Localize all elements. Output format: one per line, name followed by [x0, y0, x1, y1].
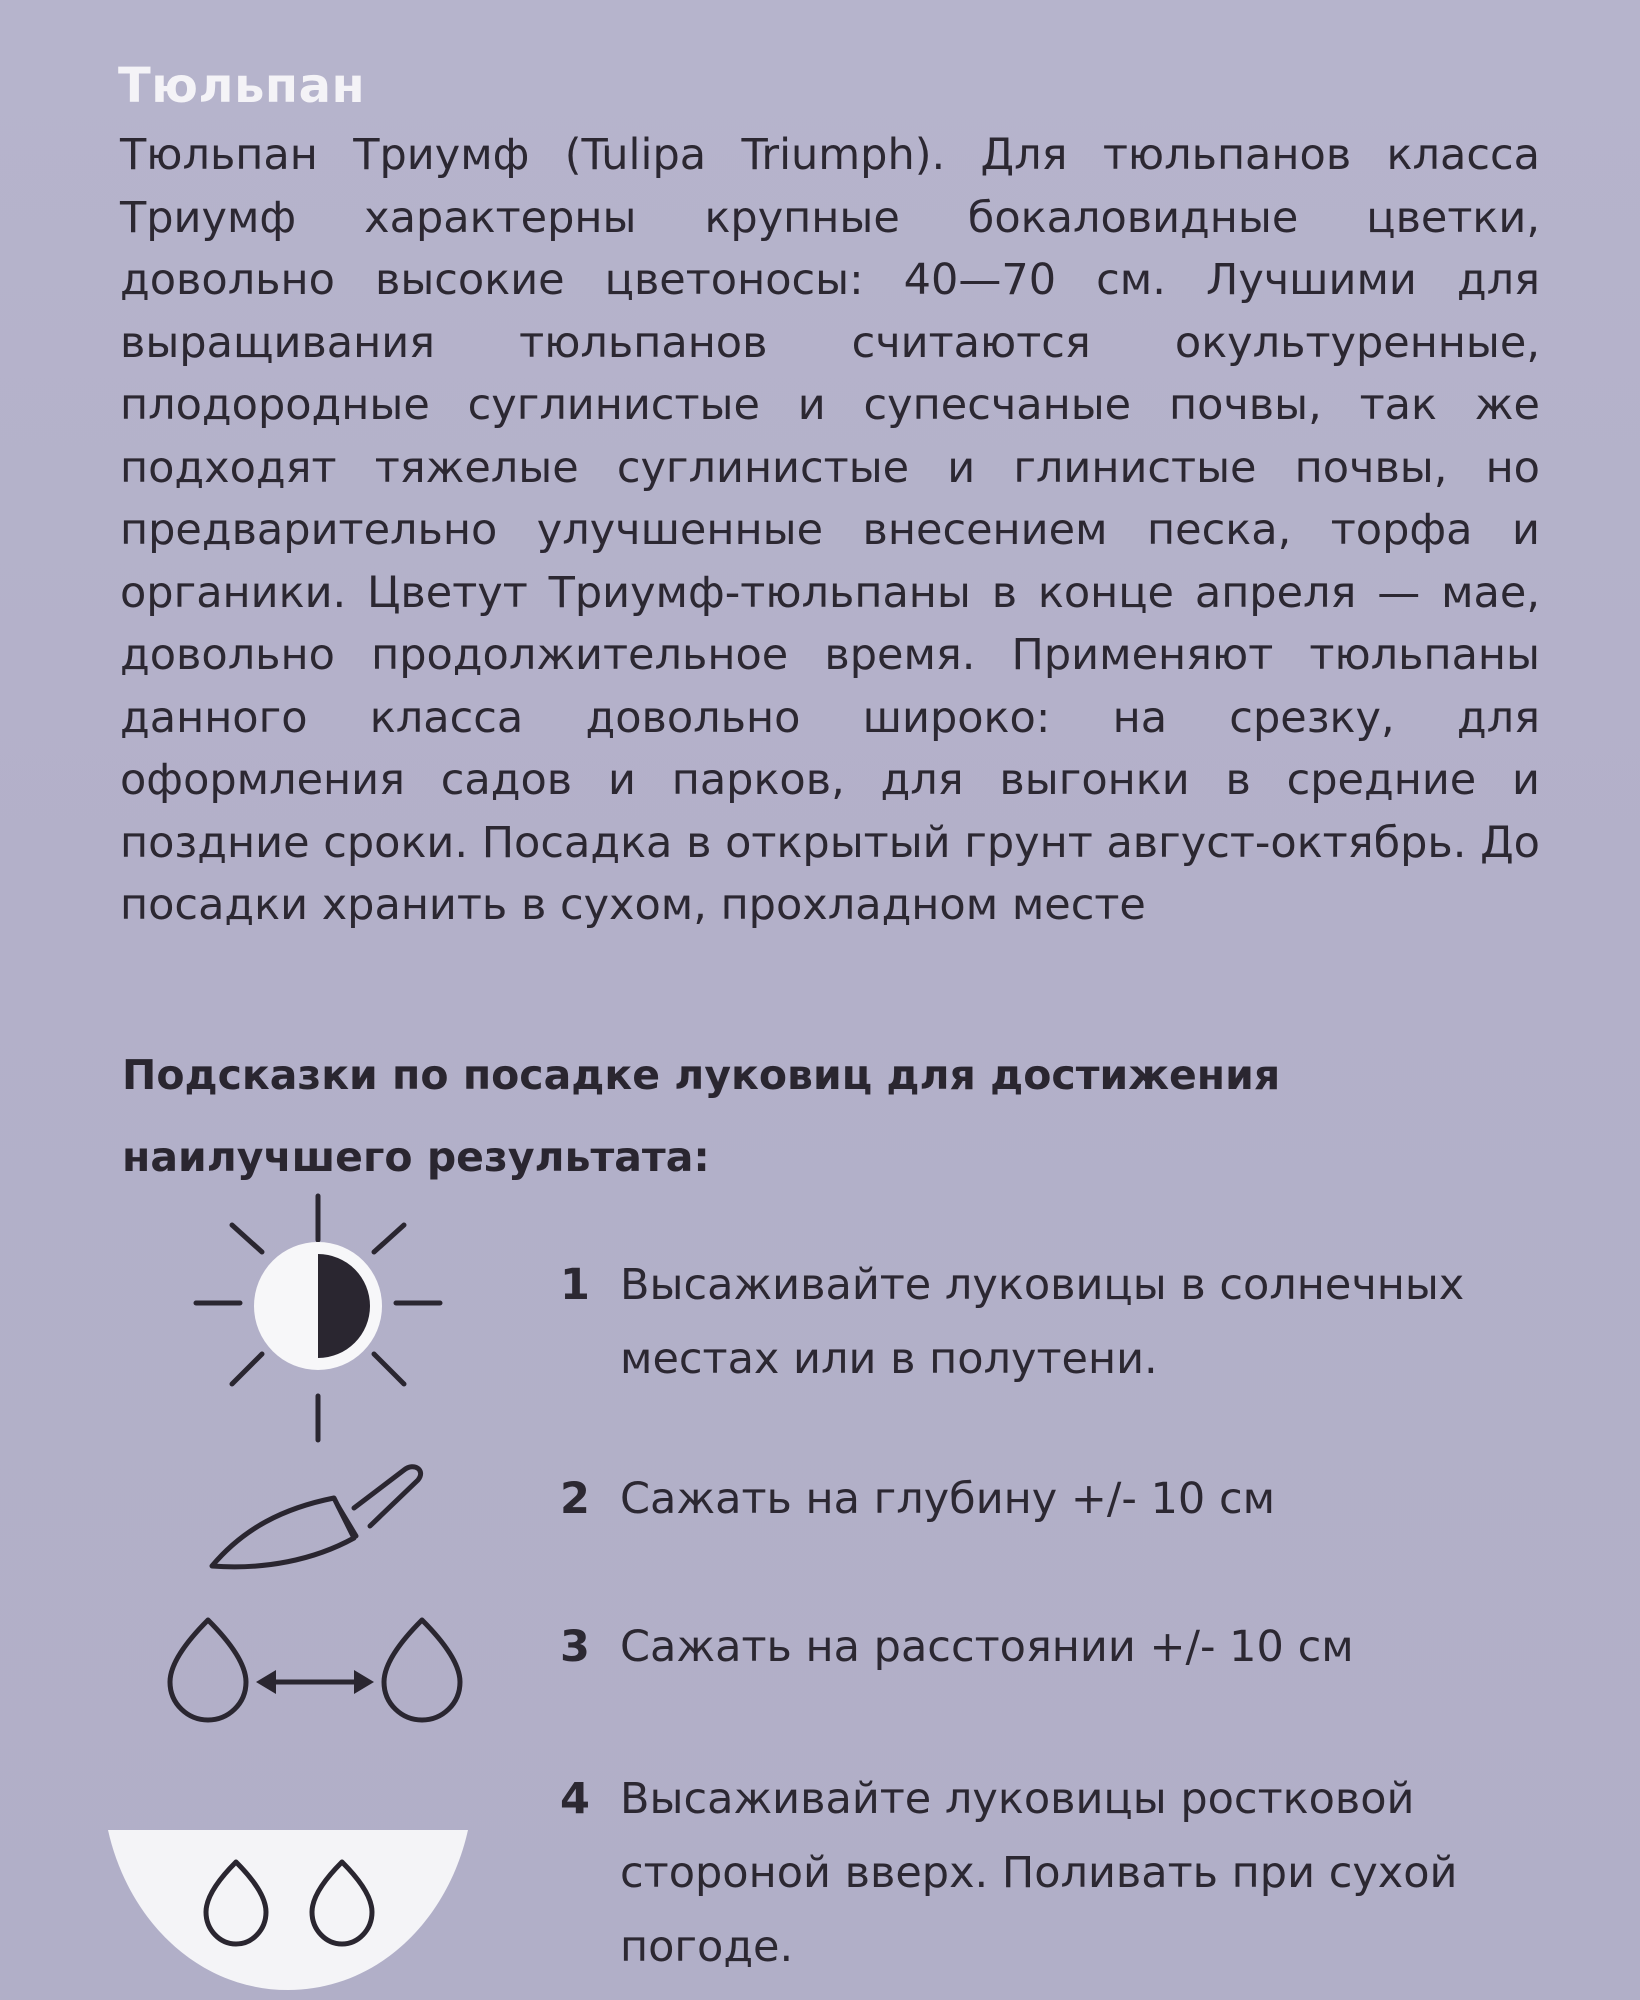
sun-half-shade-icon	[188, 1188, 448, 1448]
tips-heading: Подсказки по посадке луковиц для достижения наилучшего результата:	[122, 1051, 1281, 1181]
tip-number: 3	[560, 1622, 590, 1672]
description-paragraph: Тюльпан Триумф (Tulipa Triumph). Для тюльпанов класса Триумф характерны крупные бокаловидные цветки, довольно высокие цветоносы: 40—70 см. Лучшими для выращивания тюльпанов считаются окультуренные, плодородные суглинистые и супесчаные почвы, так же подходят тяжелые суглинистые и глинистые почвы, но предварительно улучшенные внесением песка, торфа и органики. Цветут Триумф-тюльпаны в конце апреля — мае, довольно продолжительное время. Применяют тюльпаны данного класса довольно широко: на срезку, для оформления садов и парков, для выгонки в средние и поздние сроки. Посадка в открытый грунт август-октябрь. До посадки хранить в сухом, прохладном месте	[120, 130, 1540, 930]
tip-number: 1	[560, 1260, 590, 1310]
tip-text: Высаживайте луковицы в солнечных местах или в полутени.	[620, 1260, 1465, 1384]
tip-text: Сажать на глубину +/- 10 см	[620, 1474, 1276, 1524]
tip-item	[560, 1248, 1560, 1396]
tip-item	[560, 1762, 1560, 1984]
tip-text: Сажать на расстоянии +/- 10 см	[620, 1622, 1354, 1672]
tip-item	[560, 1462, 1560, 1536]
bulb-spacing-icon	[160, 1612, 470, 1728]
page-title: Тюльпан	[118, 58, 366, 114]
tip-text: Высаживайте луковицы ростковой стороной вверх. Поливать при сухой погоде.	[620, 1774, 1458, 1972]
tip-number: 4	[560, 1774, 590, 1824]
bulbs-in-soil-icon	[108, 1780, 468, 2000]
tip-item	[560, 1610, 1560, 1684]
tip-number: 2	[560, 1474, 590, 1524]
trowel-icon	[204, 1448, 434, 1578]
